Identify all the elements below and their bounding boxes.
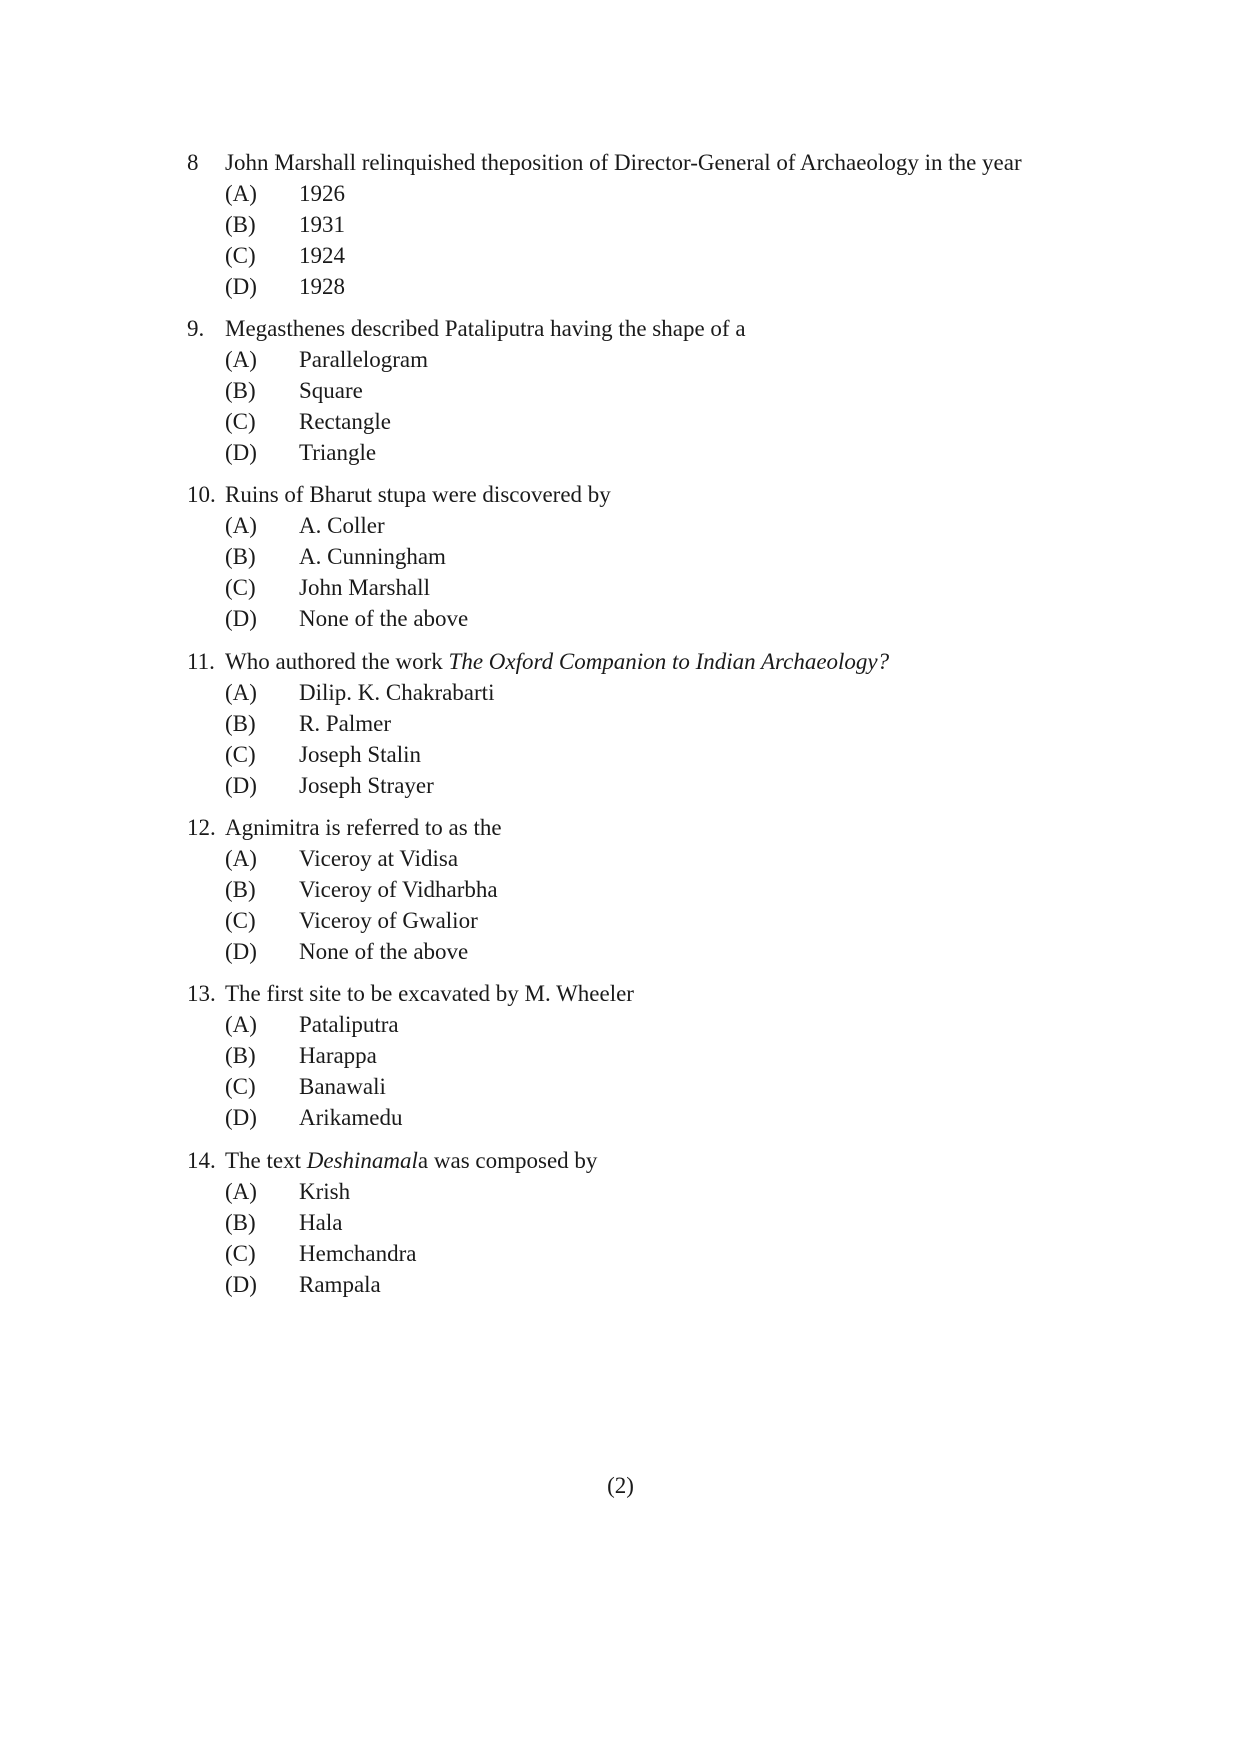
option-letter: (C) — [225, 575, 256, 600]
question-text: The first site to be excavated by M. Wheeler — [225, 981, 634, 1006]
option-c — [187, 240, 1187, 271]
option-b — [187, 1040, 1187, 1071]
option-text: Joseph Strayer — [299, 773, 434, 798]
option-d — [187, 1102, 1187, 1133]
question-stem — [187, 147, 1187, 178]
option-a — [187, 510, 1187, 541]
option-b — [187, 708, 1187, 739]
option-list — [187, 1176, 1187, 1300]
option-letter: (C) — [225, 243, 256, 268]
option-d — [187, 437, 1187, 468]
option-letter: (D) — [225, 440, 257, 465]
option-a — [187, 344, 1187, 375]
option-text: R. Palmer — [299, 711, 391, 736]
option-text: Square — [299, 378, 363, 403]
question-text — [225, 646, 889, 677]
option-d — [187, 1269, 1187, 1300]
option-text: Arikamedu — [299, 1105, 403, 1130]
option-letter: (C) — [225, 409, 256, 434]
question-text-plain: The text — [225, 1148, 307, 1173]
question-10 — [187, 479, 1187, 634]
option-text: 1928 — [299, 274, 345, 299]
question-number: 11. — [187, 649, 215, 674]
option-list — [187, 677, 1187, 801]
option-letter: (A) — [225, 513, 257, 538]
text-title: Deshinamal — [306, 1148, 418, 1173]
question-8 — [187, 147, 1187, 302]
option-letter: (D) — [225, 939, 257, 964]
option-letter: (D) — [225, 274, 257, 299]
option-text: Krish — [299, 1179, 351, 1204]
option-text: Joseph Stalin — [299, 742, 422, 767]
option-d — [187, 271, 1187, 302]
question-stem — [187, 812, 1187, 843]
option-text: John Marshall — [299, 575, 430, 600]
option-list — [187, 1009, 1187, 1133]
option-d — [187, 603, 1187, 634]
option-a — [187, 1176, 1187, 1207]
option-letter: (A) — [225, 181, 257, 206]
option-letter: (A) — [225, 347, 257, 372]
question-text: Agnimitra is referred to as the — [225, 815, 502, 840]
option-a — [187, 1009, 1187, 1040]
option-letter: (C) — [225, 1241, 256, 1266]
option-letter: (B) — [225, 544, 256, 569]
option-letter: (B) — [225, 877, 256, 902]
option-letter: (B) — [225, 378, 256, 403]
option-text: Harappa — [299, 1043, 377, 1068]
option-letter: (A) — [225, 1179, 257, 1204]
question-stem — [187, 978, 1187, 1009]
question-number: 13. — [187, 981, 216, 1006]
option-text: Hala — [299, 1210, 343, 1235]
question-text — [225, 1145, 597, 1176]
option-text: Rectangle — [299, 409, 391, 434]
option-letter: (C) — [225, 1074, 256, 1099]
option-letter: (C) — [225, 742, 256, 767]
option-a — [187, 178, 1187, 209]
option-text: 1924 — [299, 243, 345, 268]
question-number: 12. — [187, 815, 216, 840]
option-a — [187, 677, 1187, 708]
option-b — [187, 1207, 1187, 1238]
option-c — [187, 406, 1187, 437]
option-b — [187, 209, 1187, 240]
question-stem — [187, 1145, 1187, 1176]
option-letter: (B) — [225, 711, 256, 736]
option-text: A. Coller — [299, 513, 385, 538]
question-text: Megasthenes described Pataliputra having the shape of a — [225, 316, 746, 341]
option-b — [187, 874, 1187, 905]
question-stem — [187, 313, 1187, 344]
option-d — [187, 936, 1187, 967]
option-text: Viceroy at Vidisa — [299, 846, 459, 871]
option-c — [187, 1238, 1187, 1269]
option-text: A. Cunningham — [299, 544, 446, 569]
question-number: 10. — [187, 482, 216, 507]
option-letter: (B) — [225, 1043, 256, 1068]
option-letter: (D) — [225, 1105, 257, 1130]
question-13 — [187, 978, 1187, 1133]
option-text: Banawali — [299, 1074, 386, 1099]
option-text: Rampala — [299, 1272, 381, 1297]
option-text: Parallelogram — [299, 347, 429, 372]
option-list — [187, 510, 1187, 634]
option-d — [187, 770, 1187, 801]
option-c — [187, 572, 1187, 603]
question-text-plain: Who authored the work — [225, 649, 449, 674]
option-list — [187, 843, 1187, 967]
option-letter: (A) — [225, 680, 257, 705]
option-letter: (A) — [225, 846, 257, 871]
option-c — [187, 739, 1187, 770]
question-9 — [187, 313, 1187, 468]
option-text: Pataliputra — [299, 1012, 399, 1037]
option-b — [187, 541, 1187, 572]
question-text: Ruins of Bharut stupa were discovered by — [225, 482, 611, 507]
option-text: Viceroy of Vidharbha — [299, 877, 498, 902]
book-title: The Oxford Companion to Indian Archaeology? — [448, 649, 890, 674]
question-text: John Marshall relinquished theposition of Director-General of Archaeology in the year — [225, 150, 1022, 175]
option-a — [187, 843, 1187, 874]
page-number: (2) — [607, 1473, 634, 1498]
option-text: None of the above — [299, 606, 469, 631]
option-letter: (D) — [225, 606, 257, 631]
option-text: None of the above — [299, 939, 469, 964]
question-number: 8 — [187, 150, 199, 175]
option-letter: (B) — [225, 212, 256, 237]
question-number: 14. — [187, 1148, 216, 1173]
option-b — [187, 375, 1187, 406]
question-14 — [187, 1145, 1187, 1300]
question-12 — [187, 812, 1187, 967]
option-c — [187, 1071, 1187, 1102]
option-text: Triangle — [299, 440, 377, 465]
option-text: Hemchandra — [299, 1241, 417, 1266]
option-text: 1931 — [299, 212, 345, 237]
option-list — [187, 344, 1187, 468]
option-text: Viceroy of Gwalior — [299, 908, 478, 933]
question-text-plain: a was composed by — [417, 1148, 598, 1173]
option-list — [187, 178, 1187, 302]
option-text: Dilip. K. Chakrabarti — [299, 680, 495, 705]
option-letter: (C) — [225, 908, 256, 933]
option-c — [187, 905, 1187, 936]
question-stem — [187, 646, 1187, 677]
question-11 — [187, 646, 1187, 801]
question-stem — [187, 479, 1187, 510]
option-letter: (A) — [225, 1012, 257, 1037]
option-text: 1926 — [299, 181, 345, 206]
option-letter: (D) — [225, 1272, 257, 1297]
option-letter: (B) — [225, 1210, 256, 1235]
option-letter: (D) — [225, 773, 257, 798]
question-number: 9. — [187, 316, 205, 341]
